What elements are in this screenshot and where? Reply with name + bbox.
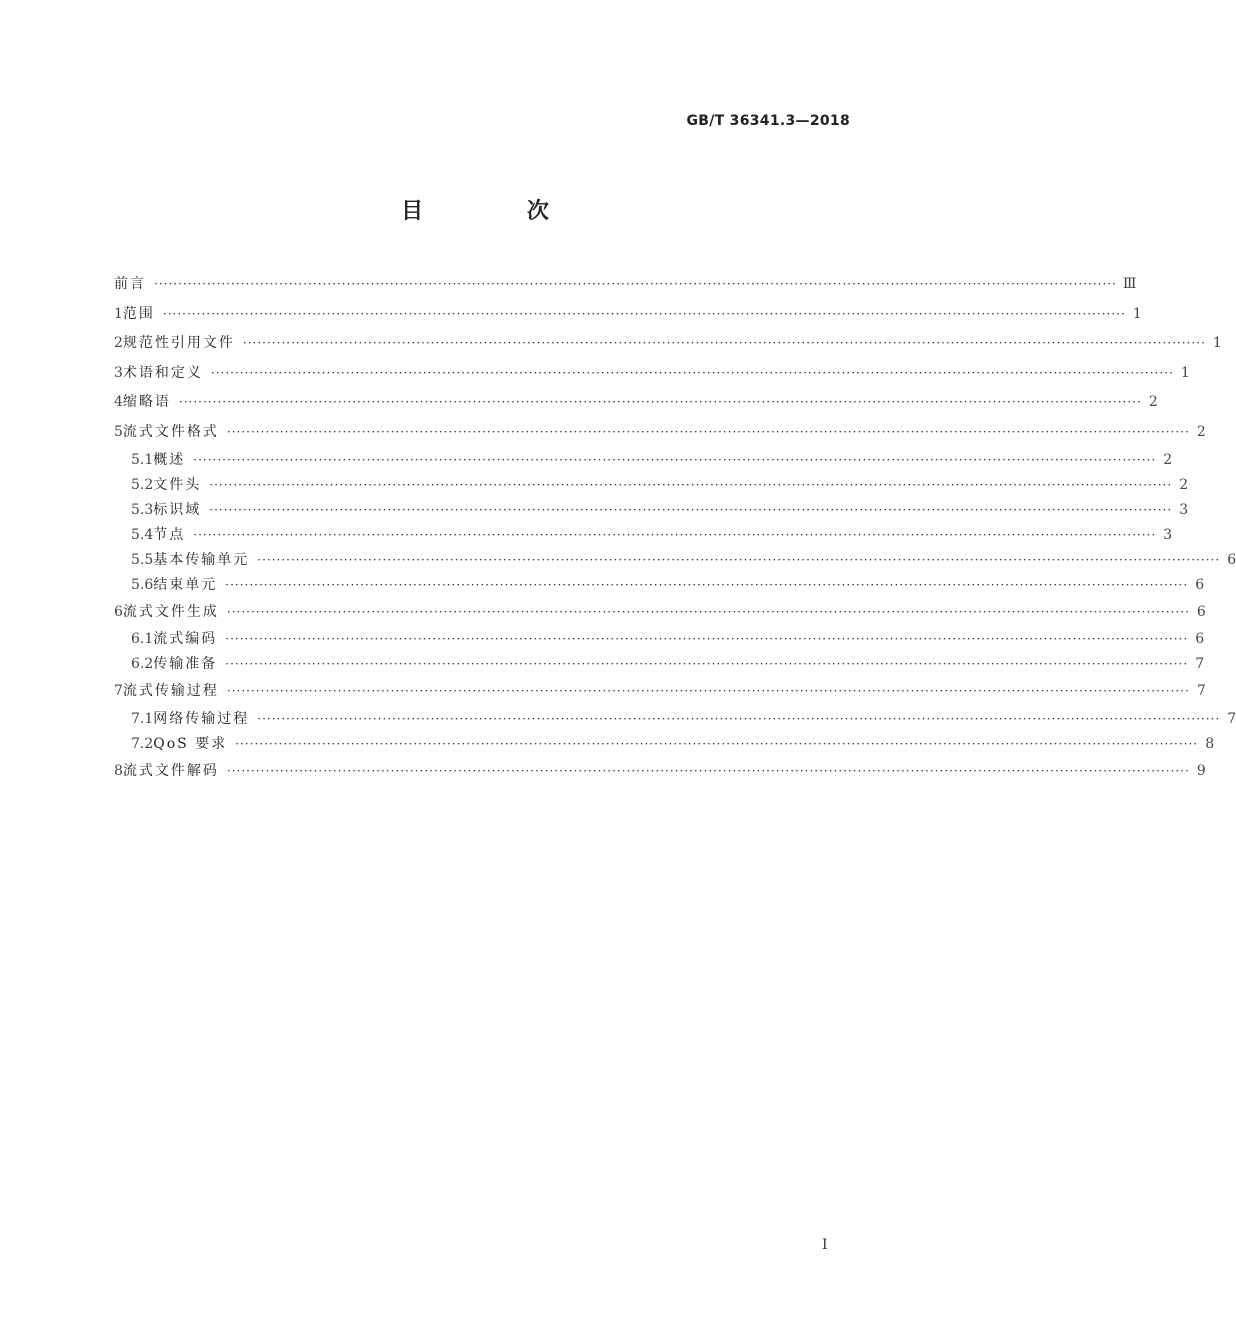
dot-leader: ········································································································································································································ xyxy=(225,577,1189,592)
toc-entry-number: 3 xyxy=(114,364,123,381)
standard-code: GB/T 36341.3—2018 xyxy=(686,113,850,129)
toc-entry-page: 1 xyxy=(1132,305,1142,322)
toc-entry-label: 范围 xyxy=(122,305,155,322)
dot-leader: ········································································································································································································ xyxy=(193,452,1157,467)
toc-entry[interactable] xyxy=(114,418,1206,448)
toc-entry-label: 流式传输过程 xyxy=(122,683,219,700)
toc-entry-page: 6 xyxy=(1227,551,1236,568)
toc-entry[interactable] xyxy=(114,300,1142,330)
toc-entry-label: 缩略语 xyxy=(122,394,171,411)
dot-leader: ········································································································································································································ xyxy=(154,277,1117,291)
toc-entry[interactable] xyxy=(114,548,1236,573)
toc-entry[interactable] xyxy=(114,498,1189,523)
toc-entry-number: 6.2 xyxy=(131,656,154,673)
dot-leader: ········································································································································································································ xyxy=(235,736,1199,751)
toc-entry-label: 规范性引用文件 xyxy=(122,335,235,352)
toc-entry-page: 2 xyxy=(1196,423,1206,440)
toc-entry-page: 2 xyxy=(1148,394,1158,411)
toc-entry[interactable] xyxy=(114,523,1173,548)
toc-entry-page: 2 xyxy=(1179,476,1189,493)
toc-entry-label: QoS 要求 xyxy=(153,735,228,752)
toc-entry-page: 6 xyxy=(1196,603,1206,620)
dot-leader: ········································································································································································································ xyxy=(209,477,1173,492)
toc-title: 目 次 xyxy=(401,199,597,224)
toc-entry-number: 5 xyxy=(114,423,123,440)
toc-entry[interactable] xyxy=(114,448,1173,473)
toc-entry-number: 5.1 xyxy=(131,451,154,468)
dot-leader: ········································································································································································································ xyxy=(178,395,1142,410)
toc-entry[interactable] xyxy=(114,598,1206,628)
dot-leader: ········································································································································································································ xyxy=(210,365,1174,380)
toc-entry-label: 标识域 xyxy=(153,501,202,518)
toc-entry-label: 文件头 xyxy=(153,476,202,493)
toc-entry-number: 7.2 xyxy=(131,735,154,752)
toc-entry-label: 网络传输过程 xyxy=(153,710,250,727)
toc-entry-page: 6 xyxy=(1195,631,1205,648)
toc-entry[interactable] xyxy=(114,732,1215,757)
dot-leader: ········································································································································································································ xyxy=(226,763,1190,778)
toc-entry-page: 7 xyxy=(1227,710,1236,727)
toc-entry-page: 6 xyxy=(1195,576,1205,593)
toc-entry-label: 节点 xyxy=(153,526,186,543)
toc-entry-label: 流式文件格式 xyxy=(122,423,219,440)
toc-entry-number: 6.1 xyxy=(131,631,154,648)
page-number: Ⅰ xyxy=(822,1237,828,1253)
dot-leader: ········································································································································································································ xyxy=(242,336,1206,351)
dot-leader: ········································································································································································································ xyxy=(193,527,1157,542)
table-of-contents xyxy=(114,270,1236,786)
toc-entry-page: 3 xyxy=(1179,501,1189,518)
toc-entry-number: 5.4 xyxy=(131,526,154,543)
dot-leader: ········································································································································································································ xyxy=(257,711,1221,726)
toc-entry-page: 1 xyxy=(1180,364,1190,381)
toc-entry[interactable] xyxy=(114,573,1205,598)
dot-leader: ········································································································································································································ xyxy=(225,657,1189,672)
toc-entry-number: 8 xyxy=(114,762,123,779)
toc-entry-page: 2 xyxy=(1163,451,1173,468)
toc-entry-number: 5.6 xyxy=(131,576,154,593)
toc-entry[interactable] xyxy=(114,359,1190,389)
toc-entry-label: 传输准备 xyxy=(153,656,218,673)
dot-leader: ········································································································································································································ xyxy=(226,424,1190,439)
toc-entry-page: Ⅲ xyxy=(1122,276,1137,292)
dot-leader: ········································································································································································································ xyxy=(225,632,1189,647)
toc-entry[interactable] xyxy=(114,757,1206,787)
toc-entry-page: 9 xyxy=(1196,762,1206,779)
toc-entry[interactable] xyxy=(114,677,1206,707)
toc-entry-label: 概述 xyxy=(153,451,186,468)
toc-entry[interactable] xyxy=(114,329,1222,359)
toc-entry[interactable] xyxy=(114,627,1205,652)
toc-entry-page: 3 xyxy=(1163,526,1173,543)
dot-leader: ········································································································································································································ xyxy=(226,684,1190,699)
toc-entry-number: 5.3 xyxy=(131,501,154,518)
toc-entry-number: 5.5 xyxy=(131,551,154,568)
toc-entry-page: 1 xyxy=(1212,335,1222,352)
toc-entry[interactable] xyxy=(114,652,1205,677)
toc-entry-label: 流式文件解码 xyxy=(122,762,219,779)
dot-leader: ········································································································································································································ xyxy=(226,604,1190,619)
dot-leader: ········································································································································································································ xyxy=(257,552,1221,567)
toc-entry-number: 1 xyxy=(114,305,123,322)
toc-entry-number: 7 xyxy=(114,683,123,700)
toc-entry-label: 结束单元 xyxy=(153,576,218,593)
toc-entry[interactable] xyxy=(114,473,1189,498)
toc-entry-number: 7.1 xyxy=(131,710,154,727)
dot-leader: ········································································································································································································ xyxy=(209,502,1173,517)
toc-entry-label: 术语和定义 xyxy=(122,364,203,381)
toc-entry-number: 5.2 xyxy=(131,476,154,493)
toc-entry-label: 基本传输单元 xyxy=(153,551,250,568)
dot-leader: ········································································································································································································ xyxy=(162,306,1126,321)
toc-entry-page: 8 xyxy=(1205,735,1215,752)
toc-entry[interactable] xyxy=(114,707,1236,732)
toc-entry-number: 2 xyxy=(114,335,123,352)
toc-entry-label: 流式编码 xyxy=(153,631,218,648)
toc-entry-label: 流式文件生成 xyxy=(122,603,219,620)
toc-entry-number: 4 xyxy=(114,394,123,411)
toc-entry-number: 6 xyxy=(114,603,123,620)
toc-entry-page: 7 xyxy=(1196,683,1206,700)
toc-entry-page: 7 xyxy=(1195,656,1205,673)
toc-entry[interactable] xyxy=(114,270,1137,300)
toc-entry-label: 前言 xyxy=(114,276,146,292)
toc-entry[interactable] xyxy=(114,388,1158,418)
